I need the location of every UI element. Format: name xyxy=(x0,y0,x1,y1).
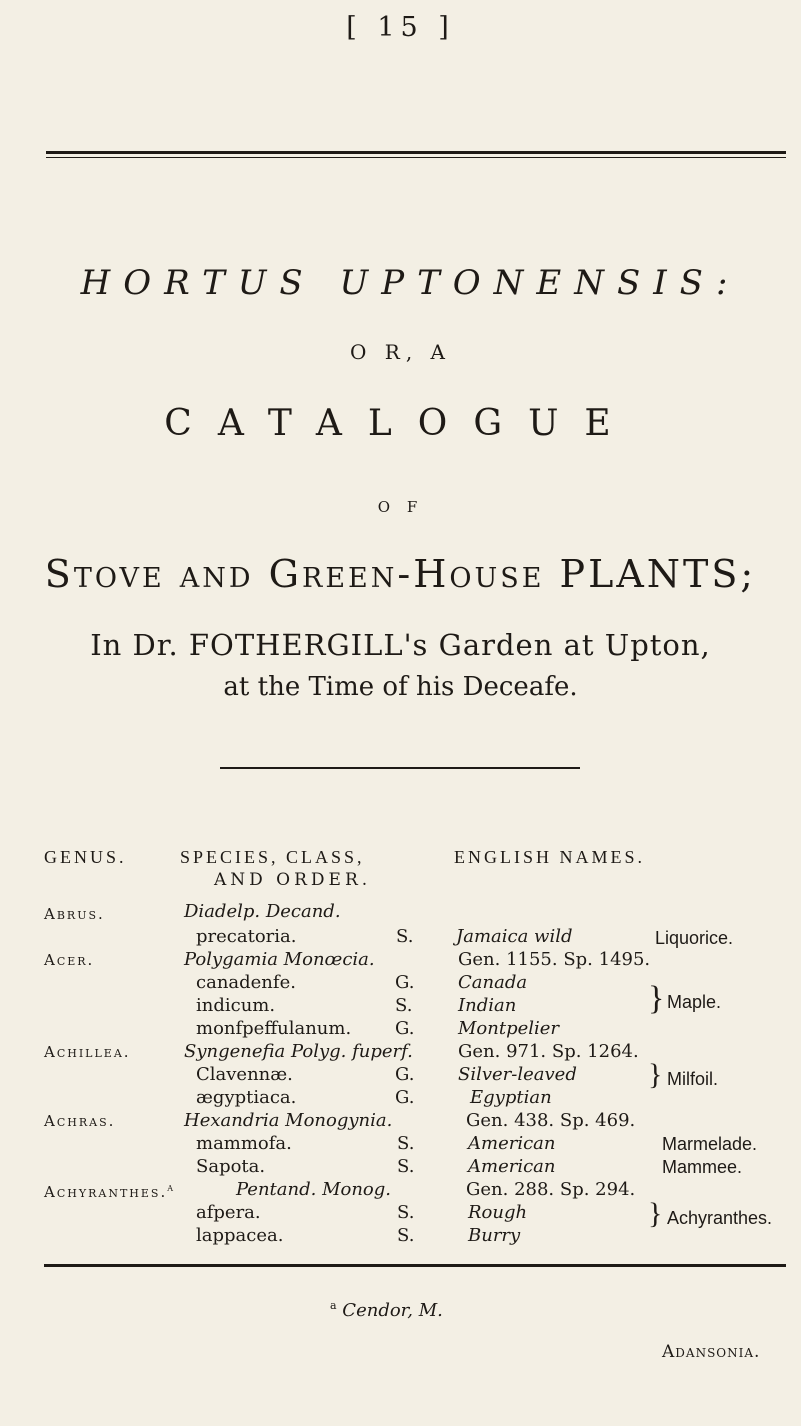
subtitle: Stove and Green-House PLANTS; xyxy=(44,552,757,596)
catalogue-heading: CATALOGUE xyxy=(164,403,637,444)
habitat-precatoria: Jamaica wild xyxy=(456,926,573,947)
habitat-monspessulanum: Montpelier xyxy=(458,1018,560,1039)
species-lappacea: lappacea. xyxy=(196,1225,284,1246)
species-indicum: indicum. xyxy=(196,995,276,1016)
top-rule-thick xyxy=(46,151,786,154)
habitat-clavennae: Silver-leaved xyxy=(458,1064,577,1085)
header-genus: GENUS. xyxy=(44,847,127,867)
class-canadense: G. xyxy=(395,972,415,993)
species-sapota: Sapota. xyxy=(196,1156,266,1177)
header-species: SPECIES, CLASS, xyxy=(180,847,365,867)
class-mammosa: S. xyxy=(397,1133,415,1154)
genus-achras: Achras. xyxy=(44,1112,116,1130)
ref-achyranthes: Gen. 288. Sp. 294. xyxy=(466,1179,636,1200)
page-number: [ 15 ] xyxy=(346,12,455,43)
class-lappacea: S. xyxy=(397,1225,415,1246)
english-mammee: Mammee. xyxy=(662,1157,743,1177)
footnote-text: Cendor, M. xyxy=(342,1300,443,1321)
class-indicum: S. xyxy=(395,995,413,1016)
species-mammosa: mammofa. xyxy=(196,1133,292,1154)
order-acer: Polygamia Monœcia. xyxy=(184,949,375,970)
english-liquorice: Liquorice. xyxy=(655,928,734,948)
garden-line: In Dr. FOTHERGILL's Garden at Upton, xyxy=(90,628,711,662)
class-clavennae: G. xyxy=(395,1064,415,1085)
of-line: O F xyxy=(377,498,424,516)
mid-rule xyxy=(220,767,580,769)
species-aegyptiaca: ægyptiaca. xyxy=(196,1087,297,1108)
footnote-ref-a: a xyxy=(167,1181,175,1194)
species-clavennae: Clavennæ. xyxy=(196,1064,293,1085)
species-precatoria: precatoria. xyxy=(196,926,297,947)
genus-achyranthes xyxy=(44,1181,175,1201)
class-sapota: S. xyxy=(397,1156,415,1177)
habitat-lappacea: Burry xyxy=(468,1225,521,1246)
class-aegyptiaca: G. xyxy=(395,1087,415,1108)
time-line: at the Time of his Deceafe. xyxy=(223,672,578,702)
order-achillea: Syngenefia Polyg. fuperf. xyxy=(184,1041,413,1062)
ref-achillea: Gen. 971. Sp. 1264. xyxy=(458,1041,639,1062)
footnote-mark: a xyxy=(330,1299,337,1312)
order-achras: Hexandria Monogynia. xyxy=(184,1110,393,1131)
bottom-rule xyxy=(44,1264,786,1267)
english-achyranthes: Achyranthes. xyxy=(667,1208,773,1228)
brace-maple: } xyxy=(648,980,665,1017)
english-maple: Maple. xyxy=(667,992,722,1012)
habitat-canadense: Canada xyxy=(458,972,528,993)
habitat-aspera: Rough xyxy=(468,1202,528,1223)
genus-abrus: Abrus. xyxy=(44,905,105,923)
top-rule-thin xyxy=(46,157,786,158)
brace-achyranthes: } xyxy=(648,1197,663,1230)
habitat-indicum: Indian xyxy=(458,995,517,1016)
genus-achillea: Achillea. xyxy=(44,1043,131,1061)
habitat-aegyptiaca: Egyptian xyxy=(470,1087,552,1108)
order-abrus: Diadelp. Decand. xyxy=(184,901,341,922)
habitat-mammosa: American xyxy=(468,1133,556,1154)
footnote xyxy=(330,1299,443,1321)
species-monspessulanum: monfpeffulanum. xyxy=(196,1018,352,1039)
class-aspera: S. xyxy=(397,1202,415,1223)
species-aspera: afpera. xyxy=(196,1202,261,1223)
genus-achyranthes-name: Achyranthes. xyxy=(44,1183,168,1201)
english-milfoil: Milfoil. xyxy=(667,1069,719,1089)
header-and-order: AND ORDER. xyxy=(214,870,372,890)
or-a: O R, A xyxy=(350,340,451,364)
english-marmelade: Marmelade. xyxy=(662,1134,758,1154)
class-monspessulanum: G. xyxy=(395,1018,415,1039)
ref-achras: Gen. 438. Sp. 469. xyxy=(466,1110,636,1131)
catchword: Adansonia. xyxy=(662,1342,761,1362)
class-precatoria: S. xyxy=(396,926,414,947)
order-achyranthes: Pentand. Monog. xyxy=(236,1179,392,1200)
genus-acer: Acer. xyxy=(44,951,95,969)
species-canadense: canadenfe. xyxy=(196,972,296,993)
habitat-sapota: American xyxy=(468,1156,556,1177)
brace-milfoil: } xyxy=(648,1058,663,1091)
ref-acer: Gen. 1155. Sp. 1495. xyxy=(458,949,651,970)
header-english: ENGLISH NAMES. xyxy=(454,847,646,867)
title: HORTUS UPTONENSIS: xyxy=(80,263,741,303)
